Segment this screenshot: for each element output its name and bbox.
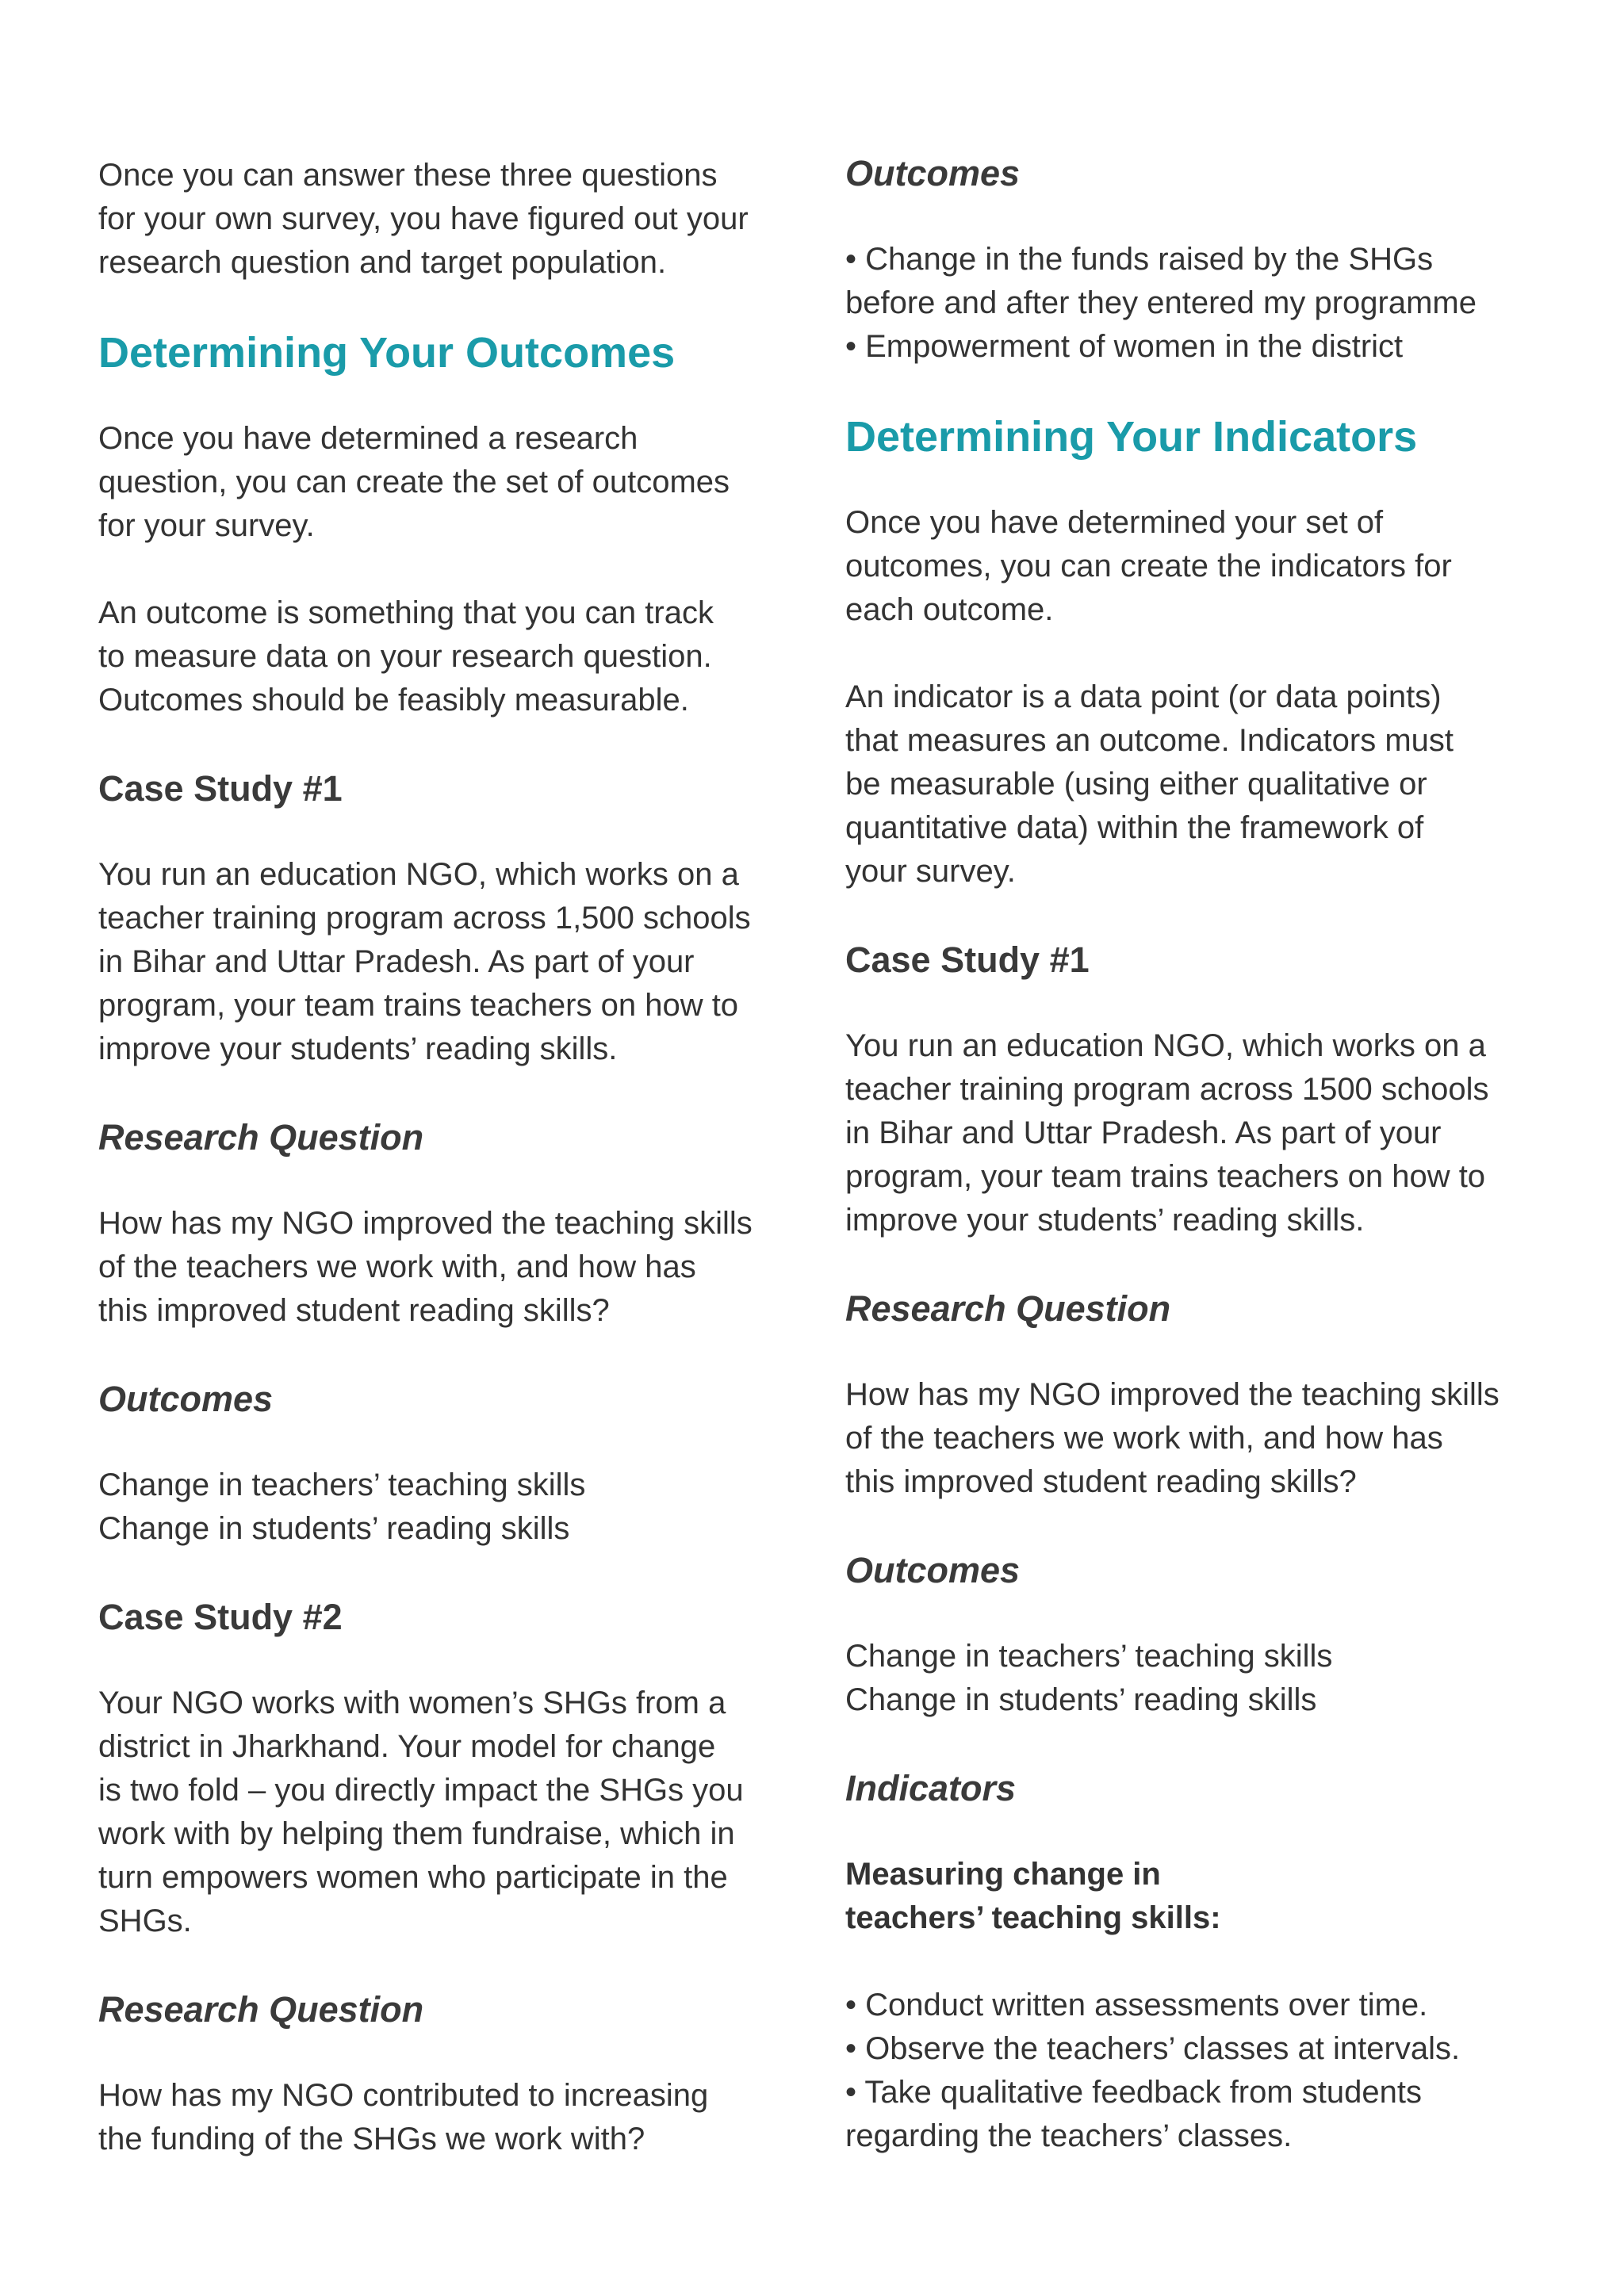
right-column <box>845 151 1535 2202</box>
measuring-change-list <box>845 1984 1535 2158</box>
indicators-paragraph-2: An indicator is a data point (or data points) that measures an outcome. Indicators must be measurable (using either qualitative or quantitative data) within the framework of your survey. <box>845 679 1454 889</box>
right-case-study-1-heading: Case Study #1 <box>845 939 1090 980</box>
right-case-study-1-research-question-text: How has my NGO improved the teaching skills of the teachers we work with, and how has this improved student reading skills? <box>845 1377 1500 1499</box>
right-case-study-1-research-question-heading: Research Question <box>845 1288 1171 1329</box>
right-case-study-1-outcomes-heading: Outcomes <box>845 1550 1021 1590</box>
case-study-2-research-question-text: How has my NGO contributed to increasing the funding of the SHGs we work with? <box>98 2078 709 2156</box>
intro-paragraph: Once you can answer these three questions for your own survey, you have figured out your research question and target population. <box>98 158 749 280</box>
case-study-1-research-question-text: How has my NGO improved the teaching skills of the teachers we work with, and how has this improved student reading skills? <box>98 1206 753 1328</box>
indicators-subheading: Indicators <box>845 1768 1017 1808</box>
case-study-1-research-question-heading: Research Question <box>98 1117 424 1158</box>
list-item: • Conduct written assessments over time. <box>845 1988 1428 2022</box>
case-study-2-outcomes-list <box>845 238 1535 369</box>
case-study-2-heading: Case Study #2 <box>98 1597 343 1637</box>
indicators-section-heading: Determining Your Indicators <box>845 413 1418 461</box>
list-item: • Empowerment of women in the district <box>845 329 1404 364</box>
list-item: Change in students’ reading skills <box>845 1682 1317 1717</box>
outcomes-paragraph-2: An outcome is something that you can track to measure data on your research question. Outcomes should be feasibly measurable. <box>98 595 714 718</box>
list-item: Change in teachers’ teaching skills <box>845 1639 1333 1674</box>
right-case-study-1-outcomes-list <box>845 1635 1535 1722</box>
list-item: Change in teachers’ teaching skills <box>98 1468 586 1502</box>
case-study-1-heading: Case Study #1 <box>98 768 343 809</box>
case-study-2-research-question-heading: Research Question <box>98 1989 424 2030</box>
outcomes-section-heading: Determining Your Outcomes <box>98 329 676 377</box>
list-item: • Change in the funds raised by the SHGs <box>845 242 1434 277</box>
list-item: Change in students’ reading skills <box>98 1511 570 1546</box>
case-study-1-outcomes-list <box>98 1464 788 1551</box>
case-study-1-text: You run an education NGO, which works on a teacher training program across 1,500 schools in Bihar and Uttar Pradesh. As part of your program, your team trains teachers on how to improve your students’ reading skills. <box>98 857 751 1066</box>
list-item: • Observe the teachers’ classes at intervals. <box>845 2031 1461 2066</box>
case-study-2-outcomes-heading: Outcomes <box>845 153 1021 193</box>
list-item: • Take qualitative feedback from students <box>845 2075 1423 2110</box>
left-column <box>98 154 788 2205</box>
list-item: before and after they entered my programme <box>845 285 1477 320</box>
right-case-study-1-text: You run an education NGO, which works on a teacher training program across 1500 schools in Bihar and Uttar Pradesh. As part of your program, your team trains teachers on how to improve your students’ reading skills. <box>845 1028 1489 1238</box>
case-study-1-outcomes-heading: Outcomes <box>98 1379 274 1419</box>
indicators-paragraph-1: Once you have determined your set of outcomes, you can create the indicators for each outcome. <box>845 505 1452 627</box>
case-study-2-text: Your NGO works with women’s SHGs from a district in Jharkhand. Your model for change is two fold – you directly impact the SHGs you work with by helping them fundraise, which in turn empowers women who participate in the SHGs. <box>98 1686 744 1938</box>
outcomes-paragraph-1: Once you have determined a research question, you can create the set of outcomes for your survey. <box>98 421 730 543</box>
list-item: regarding the teachers’ classes. <box>845 2118 1293 2153</box>
measuring-change-heading: Measuring change in teachers’ teaching skills: <box>845 1857 1221 1935</box>
